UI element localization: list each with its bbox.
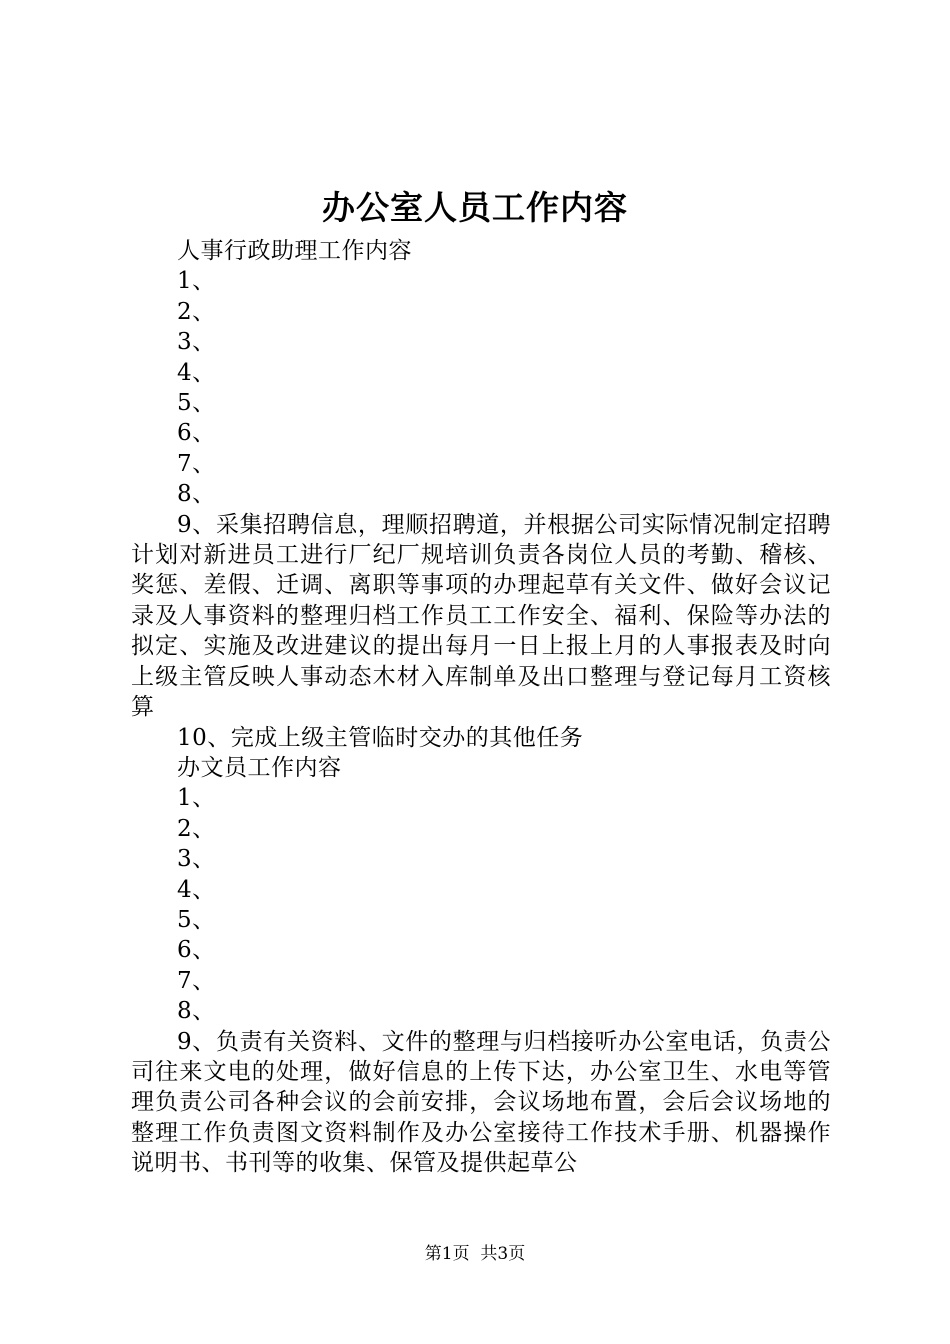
list-item: 5、 <box>177 390 216 417</box>
page-number: 第1页 共3页 <box>424 1244 526 1264</box>
list-item: 7、 <box>177 450 216 477</box>
section-heading-clerk: 办文员工作内容 <box>177 754 342 781</box>
list-item: 4、 <box>177 876 216 903</box>
list-item: 5、 <box>177 906 216 933</box>
list-item: 2、 <box>177 815 216 842</box>
list-item: 7、 <box>177 967 216 994</box>
section-heading-hr-assistant: 人事行政助理工作内容 <box>177 238 412 264</box>
list-item: 2、 <box>177 298 216 325</box>
list-item-paragraph: 9、负责有关资料、文件的整理与归档接听办公室电话，负责公司往来文电的处理，做好信息的上传下达，办公室卫生、水电等管理负责公司各种会议的会前安排，会议场地布置，会后会议场地的整理工作负责图文资料制作及办公室接待工作技术手册、机器操作说明书、书刊等的收集、保管及提供起草公 <box>131 1028 831 1177</box>
list-item: 8、 <box>177 998 216 1025</box>
list-item: 10、完成上级主管临时交办的其他任务 <box>177 724 584 751</box>
list-item: 1、 <box>177 785 216 812</box>
list-item: 6、 <box>177 420 216 447</box>
page-title: 办公室人员工作内容 <box>322 188 628 227</box>
list-item: 4、 <box>177 359 216 386</box>
list-item: 1、 <box>177 268 216 295</box>
document-body <box>131 236 831 1179</box>
list-item: 3、 <box>177 329 216 356</box>
page-footer <box>0 1242 950 1266</box>
list-item-paragraph: 9、采集招聘信息，理顺招聘道，并根据公司实际情况制定招聘计划对新进员工进行厂纪厂规培训负责各岗位人员的考勤、稽核、奖惩、差假、迁调、离职等事项的办理起草有关文件、做好会议记录及人事资料的整理归档工作员工工作安全、福利、保险等办法的拟定、实施及改进建议的提出每月一日上报上月的人事报表及时向上级主管反映人事动态木材入库制单及出口整理与登记每月工资核算 <box>131 511 831 721</box>
list-item: 3、 <box>177 846 216 873</box>
list-item: 6、 <box>177 937 216 964</box>
list-item: 8、 <box>177 481 216 508</box>
